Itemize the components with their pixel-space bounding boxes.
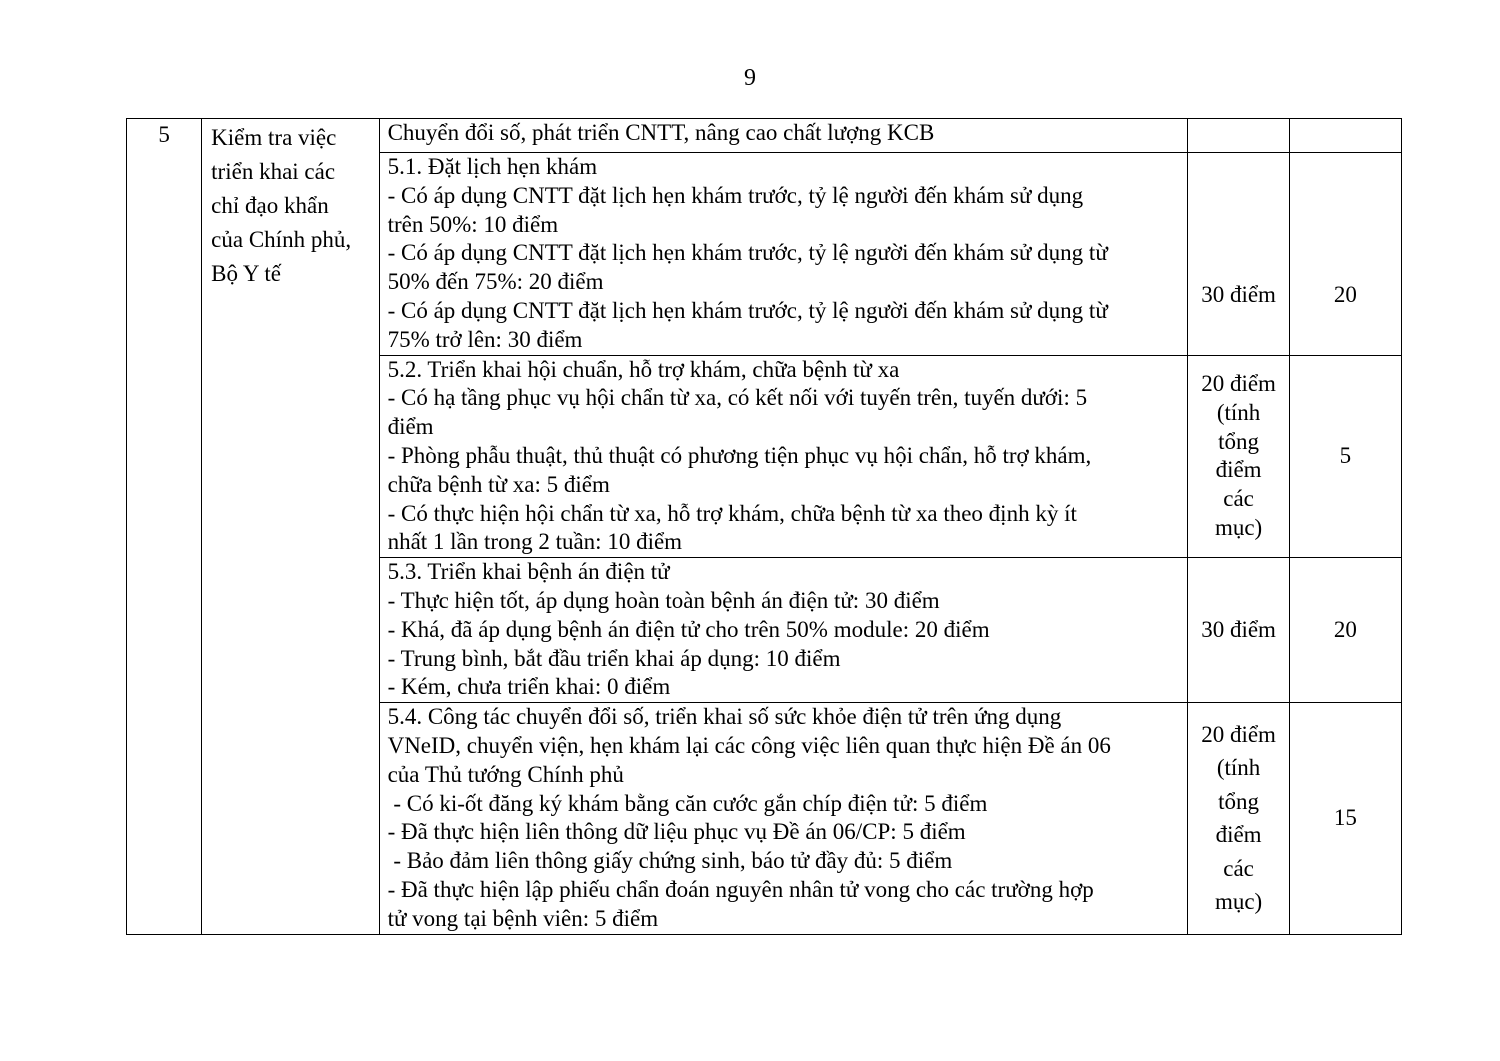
section-number-cell (127, 119, 202, 935)
item-max-points: 30 điểm (1201, 616, 1276, 642)
section-title-row (127, 119, 1402, 153)
item-score-cell (1289, 703, 1401, 934)
section-max-cell (1188, 119, 1289, 153)
item-line: - Khá, đã áp dụng bệnh án điện tử cho trên 50% module: 20 điểm (387, 616, 990, 642)
item-score-cell (1289, 355, 1401, 558)
section-number: 5 (158, 122, 170, 147)
item-content-cell (379, 355, 1188, 558)
item-line: 5.4. Công tác chuyển đổi số, triển khai số sức khỏe điện tử trên ứng dụng (387, 704, 1062, 730)
item-line: nhất 1 lần trong 2 tuần: 10 điểm (387, 529, 683, 555)
item-line: của Thủ tướng Chính phủ (387, 761, 624, 787)
evaluation-table (126, 118, 1402, 935)
item-line: - Đã thực hiện lập phiếu chẩn đoán nguyên nhân tử vong cho các trường hợp (387, 876, 1094, 902)
item-score: 20 (1333, 282, 1357, 308)
item-score: 15 (1333, 804, 1357, 830)
item-content-cell (379, 558, 1188, 703)
item-line: 5.3. Triển khai bệnh án điện tử (387, 559, 670, 585)
section-score-cell (1289, 119, 1401, 153)
item-max-points: 30 điểm (1201, 282, 1276, 308)
item-line: trên 50%: 10 điểm (387, 211, 559, 237)
section-name-line: của Chính phủ, (211, 227, 352, 252)
page-number: 9 (744, 65, 756, 91)
section-name-line: triển khai các (211, 159, 336, 184)
item-max-points-cell (1188, 558, 1289, 703)
item-line: - Trung bình, bắt đầu triển khai áp dụng: 10 điểm (387, 645, 841, 671)
item-max-note: các (1223, 486, 1254, 512)
item-max-note: điểm (1215, 822, 1262, 848)
item-line: 75% trở lên: 30 điểm (387, 326, 583, 352)
item-line: - Có hạ tầng phục vụ hội chẩn từ xa, có kết nối với tuyến trên, tuyến dưới: 5 (387, 385, 1088, 411)
item-max-note: điểm (1215, 457, 1262, 483)
item-line: VNeID, chuyển viện, hẹn khám lại các công việc liên quan thực hiện Đề án 06 (387, 732, 1111, 758)
item-max-note: (tính (1216, 399, 1261, 425)
section-title: Chuyển đổi số, phát triển CNTT, nâng cao chất lượng KCB (387, 120, 935, 145)
section-name-cell (202, 119, 379, 935)
item-content-cell (379, 153, 1188, 356)
item-max-note: tổng (1218, 428, 1260, 454)
item-max-points-cell (1188, 355, 1289, 558)
item-score: 20 (1333, 616, 1357, 642)
item-max-note: mục) (1214, 514, 1263, 540)
item-score-cell (1289, 153, 1401, 356)
item-line: - Bảo đảm liên thông giấy chứng sinh, báo tử đầy đủ: 5 điểm (387, 848, 953, 874)
item-line: - Kém, chưa triển khai: 0 điểm (387, 674, 671, 700)
item-line: 50% đến 75%: 20 điểm (387, 269, 604, 295)
item-line: - Có áp dụng CNTT đặt lịch hẹn khám trước, tỷ lệ người đến khám sử dụng từ (387, 297, 1108, 323)
item-max-points-cell (1188, 703, 1289, 934)
section-name-line: Kiểm tra việc (211, 125, 337, 150)
section-name-line: chỉ đạo khẩn (211, 193, 329, 218)
item-content-cell (379, 703, 1188, 934)
item-line: - Đã thực hiện liên thông dữ liệu phục vụ Đề án 06/CP: 5 điểm (387, 819, 966, 845)
section-name-line: Bộ Y tế (211, 261, 282, 286)
item-max-note: (tính (1216, 755, 1261, 781)
item-line: 5.2. Triển khai hội chuẩn, hỗ trợ khám, chữa bệnh từ xa (387, 356, 900, 382)
item-line: - Có thực hiện hội chẩn từ xa, hỗ trợ khám, chữa bệnh từ xa theo định kỳ ít (387, 500, 1077, 526)
item-line: - Có áp dụng CNTT đặt lịch hẹn khám trước, tỷ lệ người đến khám sử dụng từ (387, 240, 1108, 266)
item-line: - Thực hiện tốt, áp dụng hoàn toàn bệnh án điện tử: 30 điểm (387, 587, 940, 613)
section-title-cell (379, 119, 1188, 153)
item-max-note: tổng (1218, 788, 1260, 814)
item-line: điểm (387, 414, 434, 440)
item-score: 5 (1339, 442, 1352, 468)
item-max-points-cell (1188, 153, 1289, 356)
item-line: - Có áp dụng CNTT đặt lịch hẹn khám trước, tỷ lệ người đến khám sử dụng (387, 182, 1084, 208)
item-max-points: 20 điểm (1201, 721, 1276, 747)
item-score-cell (1289, 558, 1401, 703)
item-line: 5.1. Đặt lịch hẹn khám (387, 154, 598, 179)
item-line: - Phòng phẫu thuật, thủ thuật có phương tiện phục vụ hội chẩn, hỗ trợ khám, (387, 442, 1092, 468)
item-line: - Có ki-ốt đăng ký khám bằng căn cước gắn chíp điện tử: 5 điểm (387, 790, 988, 816)
item-line: chữa bệnh từ xa: 5 điểm (387, 471, 610, 497)
item-max-note: các (1223, 855, 1254, 881)
item-max-note: mục) (1214, 889, 1263, 915)
item-line: tử vong tại bệnh viên: 5 điểm (387, 905, 659, 931)
item-max-points: 20 điểm (1201, 370, 1276, 396)
